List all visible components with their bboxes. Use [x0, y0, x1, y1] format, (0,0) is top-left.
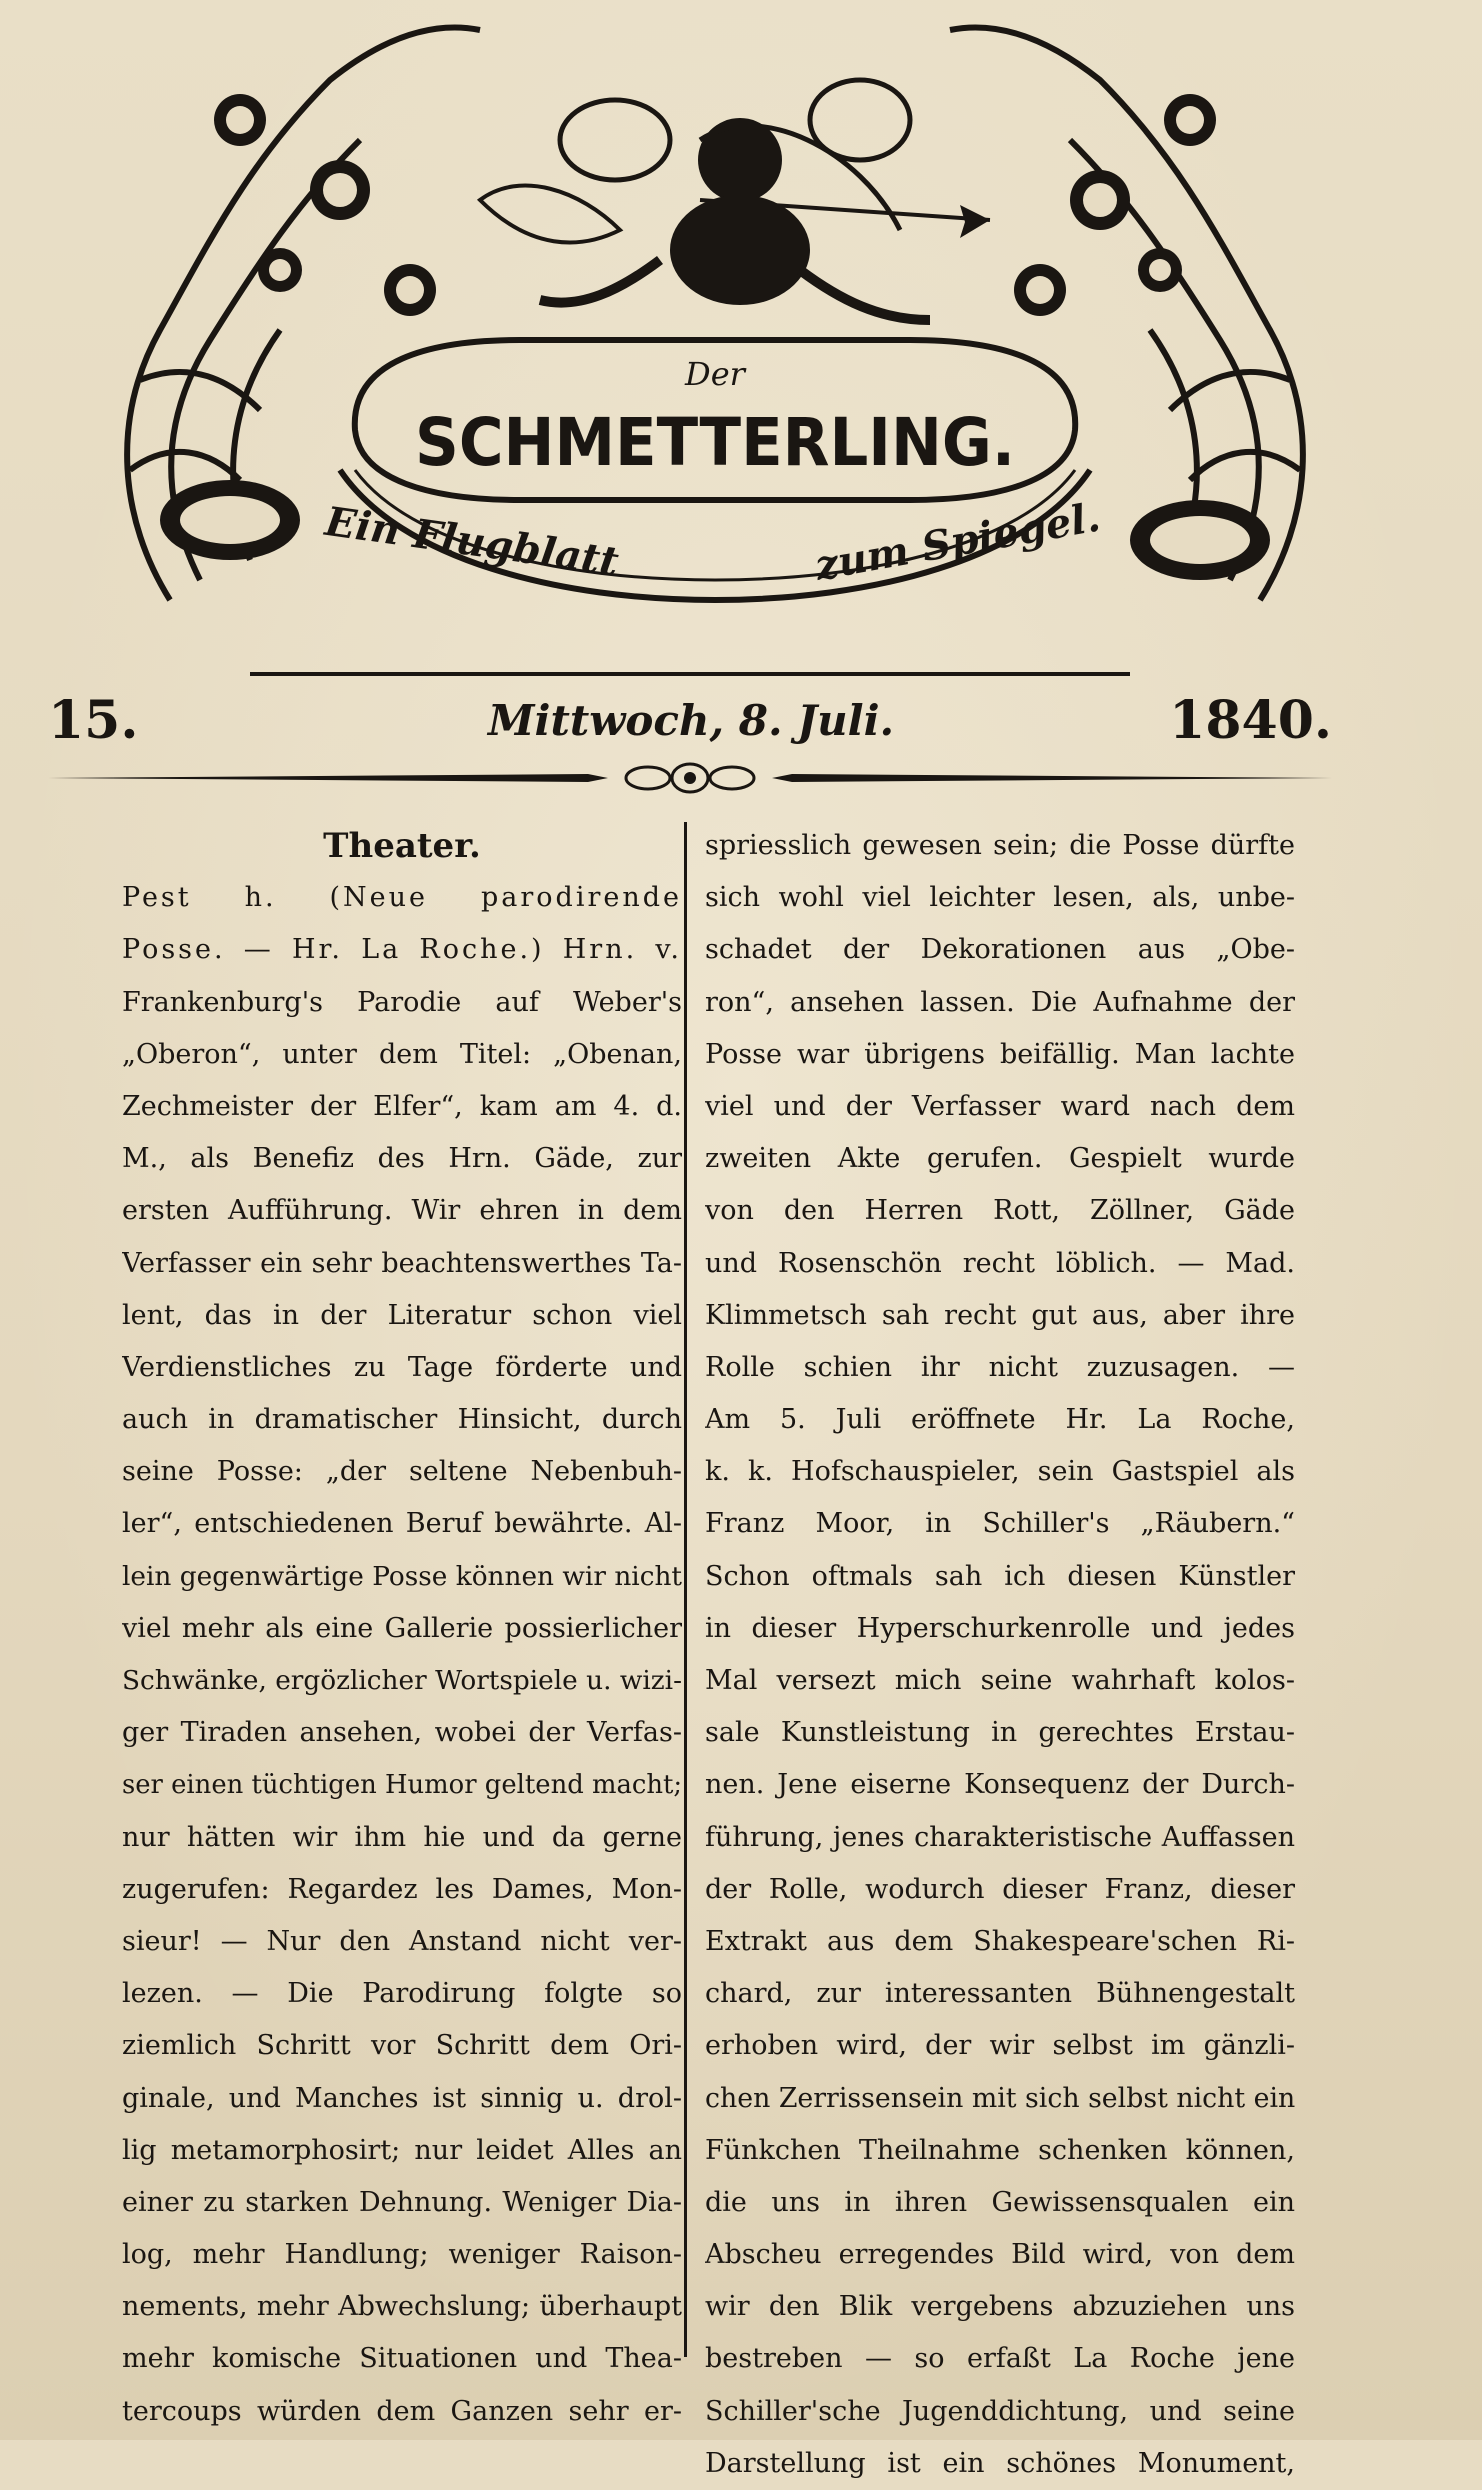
text-line: erhoben wird, der wir selbst im gänzli-: [705, 2030, 1295, 2062]
text-line: die uns in ihren Gewissensqualen ein: [705, 2186, 1295, 2218]
text-line: Rolle schien ihr nicht zuzusagen. —: [705, 1351, 1295, 1383]
text-line: ron“, ansehen lassen. Die Aufnahme der: [705, 986, 1295, 1018]
text-line: seine Posse: „der seltene Nebenbuh-: [122, 1456, 682, 1488]
text-line: der Rolle, wodurch dieser Franz, dieser: [705, 1873, 1295, 1905]
text-line: ser einen tüchtigen Humor geltend macht;: [122, 1770, 682, 1801]
masthead-title: SCHMETTERLING.: [415, 404, 1015, 481]
text-line: nen. Jene eiserne Konsequenz der Durch-: [705, 1769, 1295, 1801]
text-line: Schiller'sche Jugenddichtung, und seine: [705, 2395, 1295, 2427]
text-line: wir den Blik vergebens abzuziehen uns: [705, 2291, 1295, 2323]
text-line: ler“, entschiedenen Beruf bewährte. Al-: [122, 1508, 682, 1540]
text-line: von den Herren Rott, Zöllner, Gäde: [705, 1195, 1295, 1227]
text-line: Verdienstliches zu Tage förderte und: [122, 1351, 682, 1383]
text-line: zweiten Akte gerufen. Gespielt wurde: [705, 1143, 1295, 1175]
text-line: Abscheu erregendes Bild wird, von dem: [705, 2239, 1295, 2271]
column-divider: [684, 822, 687, 2357]
text-line: schadet der Dekorationen aus „Obe-: [705, 934, 1295, 966]
text-line: tercoups würden dem Ganzen sehr er-: [122, 2395, 682, 2427]
text-line: führung, jenes charakteristische Auffassen: [705, 1821, 1295, 1853]
text-line: nements, mehr Abwechslung; überhaupt: [122, 2291, 682, 2323]
text-line: ziemlich Schritt vor Schritt dem Ori-: [122, 2030, 682, 2062]
text-line: Klimmetsch sah recht gut aus, aber ihre: [705, 1299, 1295, 1331]
ornamental-rule-icon: [48, 760, 1332, 796]
section-heading: Theater.: [323, 826, 481, 866]
text-line: sieur! — Nur den Anstand nicht ver-: [122, 1925, 682, 1957]
text-line: „Oberon“, unter dem Titel: „Obenan,: [122, 1038, 682, 1070]
right-column: [705, 820, 1295, 2490]
masthead-subtitle-right: zum Spiegel.: [811, 493, 1104, 590]
issue-year: 1840.: [1169, 690, 1332, 751]
text-line: chard, zur interessanten Bühnengestalt: [705, 1978, 1295, 2010]
text-line: Am 5. Juli eröffnete Hr. La Roche,: [705, 1404, 1295, 1436]
text-line: und Rosenschön recht löblich. — Mad.: [705, 1247, 1295, 1279]
text-line: lein gegenwärtige Posse können wir nicht: [122, 1561, 682, 1592]
text-line: Franz Moor, in Schiller's „Räubern.“: [705, 1508, 1295, 1540]
masthead-vignette: [100, 0, 1330, 660]
masthead: [100, 0, 1330, 660]
masthead-der: Der: [685, 355, 745, 393]
text-line: spriesslich gewesen sein; die Posse dürfte: [705, 830, 1295, 861]
text-line: viel und der Verfasser ward nach dem: [705, 1090, 1295, 1122]
text-line: Fünkchen Theilnahme schenken können,: [705, 2134, 1295, 2166]
text-line: lig metamorphosirt; nur leidet Alles an: [122, 2134, 682, 2166]
cupid-icon: [480, 80, 990, 320]
flower-heads-left: [160, 94, 436, 560]
text-line: ersten Aufführung. Wir ehren in dem: [122, 1195, 682, 1227]
issue-number: 15.: [48, 690, 139, 751]
text-line: sich wohl viel leichter lesen, als, unbe-: [705, 882, 1295, 914]
issue-date: Mittwoch, 8. Juli.: [488, 696, 895, 745]
text-line: Schwänke, ergözlicher Wortspiele u. wizi-: [122, 1666, 682, 1696]
text-line: lezen. — Die Parodirung folgte so: [122, 1978, 682, 2010]
text-line: ger Tiraden ansehen, wobei der Verfas-: [122, 1717, 682, 1749]
text-line: Pest h. (Neue parodirende: [122, 882, 682, 914]
text-line: mehr komische Situationen und Thea-: [122, 2343, 682, 2375]
text-line: M., als Benefiz des Hrn. Gäde, zur: [122, 1143, 682, 1175]
text-line: Extrakt aus dem Shakespeare'schen Ri-: [705, 1925, 1295, 1957]
text-line: nur hätten wir ihm hie und da gerne: [122, 1821, 682, 1853]
left-column: [122, 820, 682, 2438]
masthead-rule: [250, 672, 1130, 676]
text-line: Posse. — Hr. La Roche.) Hrn. v.: [122, 934, 682, 966]
text-line: lent, das in der Literatur schon viel: [122, 1299, 682, 1331]
dateline: [48, 690, 1332, 760]
text-line: zugerufen: Regardez les Dames, Mon-: [122, 1873, 682, 1905]
text-line: ginale, und Manches ist sinnig u. drol-: [122, 2082, 682, 2114]
text-line: Verfasser ein sehr beachtenswerthes Ta-: [122, 1247, 682, 1279]
text-line: auch in dramatischer Hinsicht, durch: [122, 1404, 682, 1436]
text-line: Schon oftmals sah ich diesen Künstler: [705, 1560, 1295, 1592]
masthead-subtitle-left: Ein Flugblatt: [322, 497, 622, 586]
text-line: chen Zerrissensein mit sich selbst nicht ein: [705, 2082, 1295, 2114]
text-line: Darstellung ist ein schönes Monument,: [705, 2447, 1295, 2479]
text-line: viel mehr als eine Gallerie possierlicher: [122, 1612, 682, 1644]
text-line: Frankenburg's Parodie auf Weber's: [122, 986, 682, 1018]
text-line: in dieser Hyperschurkenrolle und jedes: [705, 1612, 1295, 1644]
text-line: Mal versezt mich seine wahrhaft kolos-: [705, 1665, 1295, 1696]
text-line: sale Kunstleistung in gerechtes Erstau-: [705, 1717, 1295, 1749]
text-line: k. k. Hofschauspieler, sein Gastspiel als: [705, 1456, 1295, 1488]
text-line: Zechmeister der Elfer“, kam am 4. d.: [122, 1090, 682, 1122]
text-line: bestreben — so erfaßt La Roche jene: [705, 2343, 1295, 2375]
text-line: einer zu starken Dehnung. Weniger Dia-: [122, 2186, 682, 2218]
text-line: Posse war übrigens beifällig. Man lachte: [705, 1038, 1295, 1070]
text-line: log, mehr Handlung; weniger Raison-: [122, 2239, 682, 2271]
